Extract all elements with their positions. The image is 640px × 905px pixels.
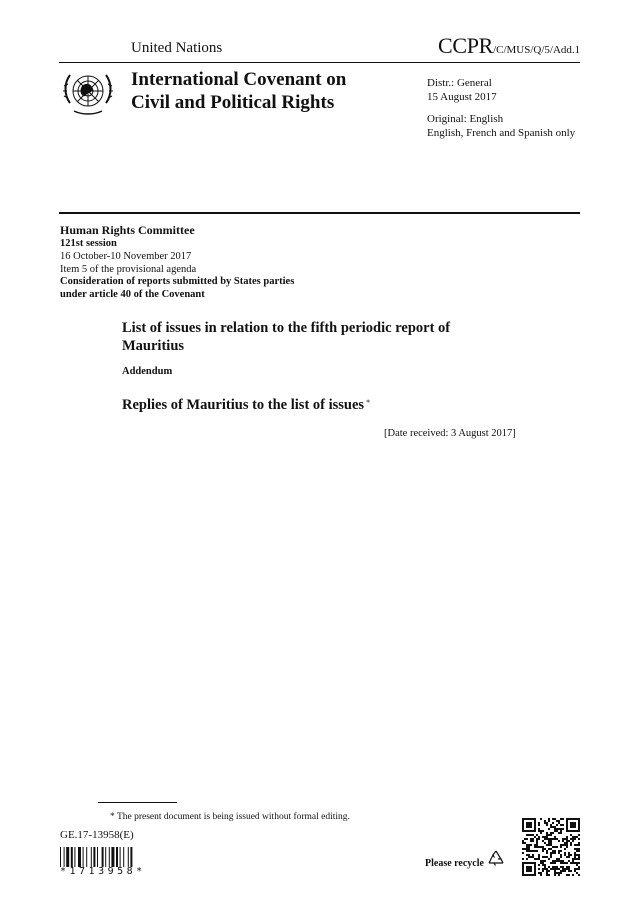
agenda-item: Item 5 of the provisional agenda: [60, 263, 197, 275]
language-block: [427, 112, 575, 140]
qr-code-icon: [522, 818, 580, 876]
original-language: Original: English: [427, 113, 504, 125]
consideration-line-1: Consideration of reports submitted by States parties: [60, 276, 295, 288]
ge-code: GE.17-13958(E): [60, 829, 134, 841]
header-rule: [59, 62, 580, 63]
symbol-suffix: /C/MUS/Q/5/Add.1: [493, 44, 581, 56]
title-line-1: International Covenant on: [131, 69, 347, 90]
date-received: [Date received: 3 August 2017]: [384, 428, 516, 439]
un-emblem-icon: [60, 67, 116, 119]
title-line-2: Civil and Political Rights: [131, 92, 335, 113]
doc-title-line-2: Mauritius: [122, 337, 185, 354]
committee-name: Human Rights Committee: [60, 223, 195, 237]
available-languages: English, French and Spanish only: [427, 127, 576, 139]
symbol-main: CCPR: [438, 33, 494, 58]
session-number: 121st session: [60, 238, 117, 249]
consideration-line-2: under article 40 of the Covenant: [60, 289, 205, 301]
session-dates: 16 October-10 November 2017: [60, 250, 192, 262]
footnote: * The present document is being issued without formal editing.: [110, 812, 350, 822]
org-name: United Nations: [131, 40, 223, 56]
replies-text: Replies of Mauritius to the list of issues: [122, 397, 365, 413]
replies-heading: [122, 397, 370, 414]
doc-title-line-1: List of issues in relation to the fifth periodic report of: [122, 320, 451, 336]
covenant-title: [131, 68, 346, 114]
barcode-icon: [60, 847, 154, 867]
session-info: [60, 238, 294, 302]
recycle-label: Please recycle: [425, 858, 484, 869]
document-title: [122, 320, 512, 355]
section-rule: [59, 212, 580, 214]
footnote-rule: [98, 802, 177, 803]
barcode-number: *1713958*: [60, 866, 146, 877]
distribution-block: [427, 76, 497, 104]
recycle-icon: [485, 848, 507, 870]
distr-text: Distr.: General: [427, 77, 492, 89]
issue-date: 15 August 2017: [427, 91, 497, 103]
addendum-label: Addendum: [122, 366, 173, 377]
footnote-marker: *: [366, 398, 371, 407]
document-symbol: [438, 33, 580, 59]
